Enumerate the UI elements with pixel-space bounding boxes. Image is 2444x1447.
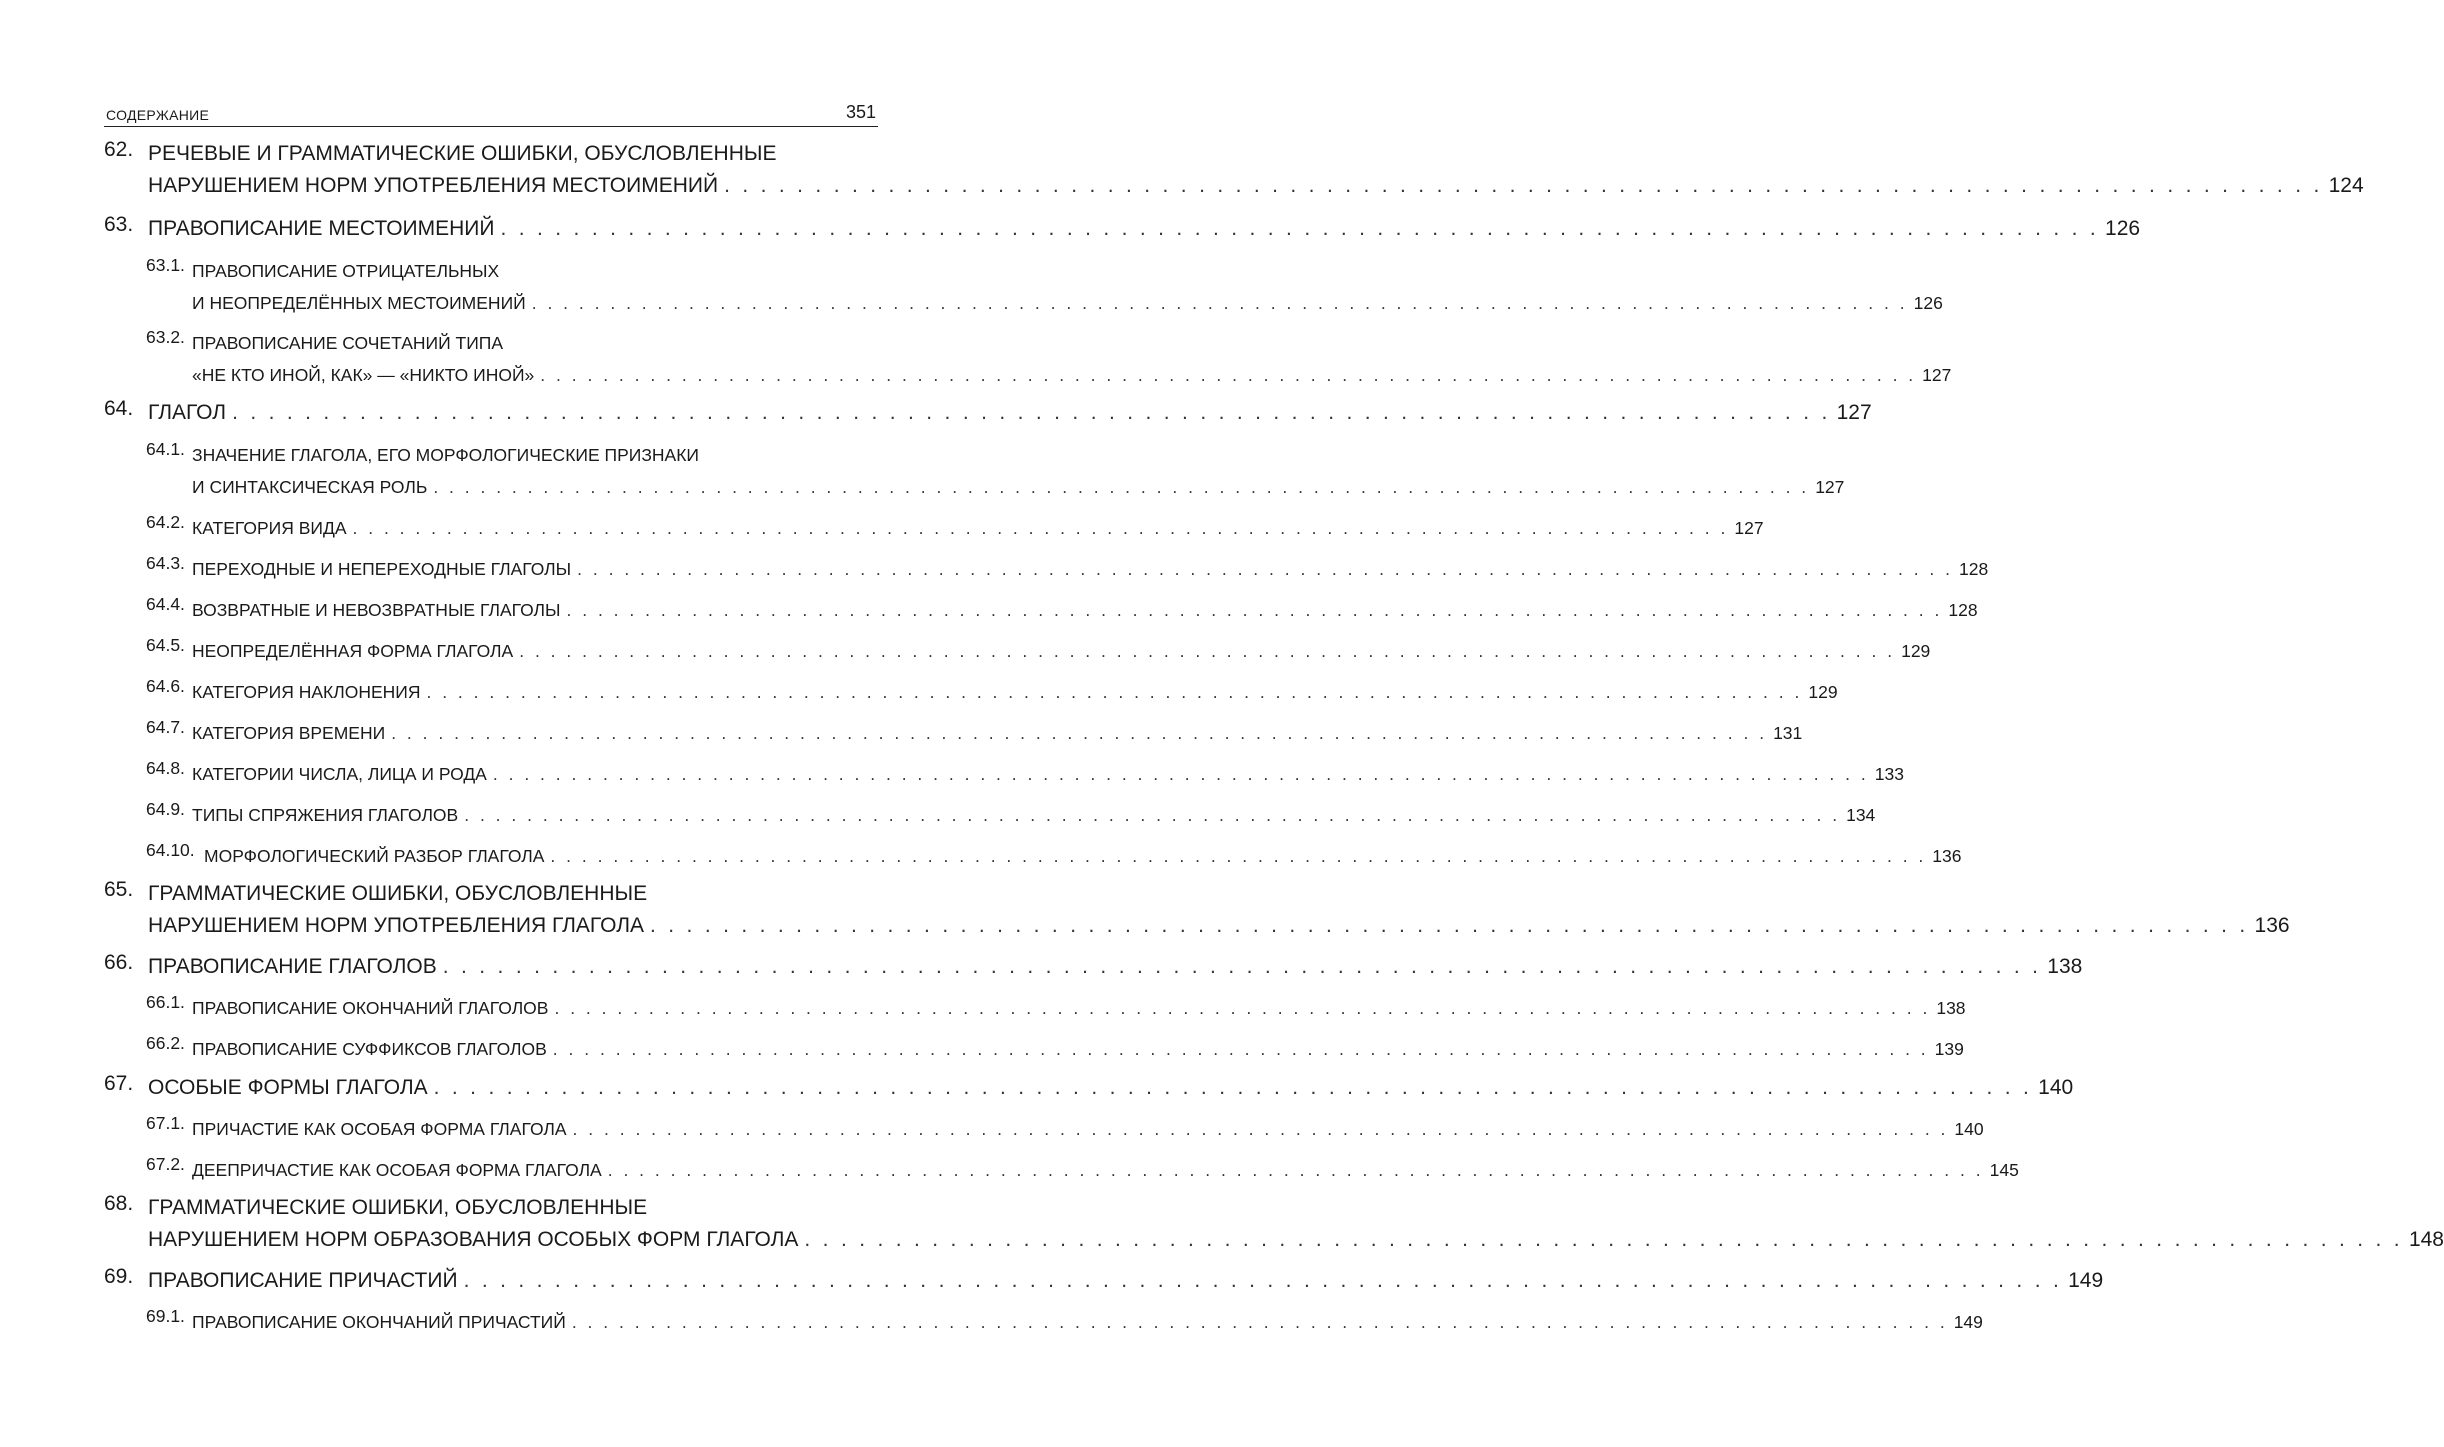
toc-entry-number: 64. [104,397,134,420]
toc-entry-title: КАТЕГОРИЯ НАКЛОНЕНИЯ [192,682,421,702]
toc-entry-page: 129 [1901,641,1931,661]
toc-entry-title-line1: ПРАВОПИСАНИЕ ОТРИЦАТЕЛЬНЫХ [192,261,500,281]
dot-leader: . . . . . . . . . . . . . . . . . . . . . . . . . . . . . . . . . . . . . . . . . . . . . . . . . . . . . . . . . . . . . . . . . . . . . . . . . . . . . . . . . . . . . . . . [463,1269,2063,1292]
toc-entry-page: 131 [1773,723,1803,743]
toc-entry-number: 67. [104,1072,134,1095]
toc-entry-page: 139 [1934,1039,1964,1059]
toc-entry-title: ПРАВОПИСАНИЕ ОКОНЧАНИЙ ПРИЧАСТИЙ [192,1312,566,1332]
dot-leader: . . . . . . . . . . . . . . . . . . . . . . . . . . . . . . . . . . . . . . . . . . . . . . . . . . . . . . . . . . . . . . . . . . . . . . . . . . . . . . . . . . . . . . . . [442,955,2042,978]
toc-entry-68[interactable] [104,1192,2444,1256]
dot-leader: . . . . . . . . . . . . . . . . . . . . . . . . . . . . . . . . . . . . . . . . . . . . . . . . . . . . . . . . . . . . . . . . . . . . . . . . . . . . . . . . . . . . . . . . [566,600,1943,620]
toc-entry-number: 64.1. [146,439,185,459]
toc-entry-number: 69.1. [146,1306,185,1326]
toc-entry-title-line2: НАРУШЕНИЕМ НОРМ УПОТРЕБЛЕНИЯ ГЛАГОЛА [148,914,645,937]
toc-entry-page: 136 [1932,846,1962,866]
toc-entry-64-3[interactable] [104,553,1989,585]
toc-entry-page: 140 [1954,1119,1984,1139]
toc-entry-title: ДЕЕПРИЧАСТИЕ КАК ОСОБАЯ ФОРМА ГЛАГОЛА [192,1160,602,1180]
toc-entry-67[interactable] [104,1072,2074,1104]
toc-entry-number: 63.2. [146,327,185,347]
dot-leader: . . . . . . . . . . . . . . . . . . . . . . . . . . . . . . . . . . . . . . . . . . . . . . . . . . . . . . . . . . . . . . . . . . . . . . . . . . . . . . . . . . . . . . . . [550,846,1927,866]
toc-entry-title-line1: ПРАВОПИСАНИЕ СОЧЕТАНИЙ ТИПА [192,333,504,353]
toc-entry-64-1[interactable] [104,439,1845,503]
toc-entry-title: КАТЕГОРИЯ ВРЕМЕНИ [192,723,386,743]
dot-leader: . . . . . . . . . . . . . . . . . . . . . . . . . . . . . . . . . . . . . . . . . . . . . . . . . . . . . . . . . . . . . . . . . . . . . . . . . . . . . . . . . . . . . . . . [352,518,1729,538]
toc-entry-69[interactable] [104,1265,2104,1297]
toc-entry-64-10[interactable] [104,840,1962,872]
toc-entry-page: 126 [2105,217,2141,240]
toc-entry-number: 67.2. [146,1154,185,1174]
toc-entry-number: 62. [104,138,134,161]
dot-leader: . . . . . . . . . . . . . . . . . . . . . . . . . . . . . . . . . . . . . . . . . . . . . . . . . . . . . . . . . . . . . . . . . . . . . . . . . . . . . . . . . . . . . . . . [724,174,2323,197]
dot-leader: . . . . . . . . . . . . . . . . . . . . . . . . . . . . . . . . . . . . . . . . . . . . . . . . . . . . . . . . . . . . . . . . . . . . . . . . . . . . . . . . . . . . . . . . [571,1312,1948,1332]
dot-leader: . . . . . . . . . . . . . . . . . . . . . . . . . . . . . . . . . . . . . . . . . . . . . . . . . . . . . . . . . . . . . . . . . . . . . . . . . . . . . . . . . . . . . . . . [531,293,1908,313]
toc-entry-number: 64.6. [146,676,185,696]
dot-leader: . . . . . . . . . . . . . . . . . . . . . . . . . . . . . . . . . . . . . . . . . . . . . . . . . . . . . . . . . . . . . . . . . . . . . . . . . . . . . . . . . . . . . . . . [391,723,1768,743]
toc-entry-title: КАТЕГОРИИ ЧИСЛА, ЛИЦА И РОДА [192,764,487,784]
toc-entry-number: 64.4. [146,594,185,614]
dot-leader: . . . . . . . . . . . . . . . . . . . . . . . . . . . . . . . . . . . . . . . . . . . . . . . . . . . . . . . . . . . . . . . . . . . . . . . . . . . . . . . . . . . . . . . . [426,682,1803,702]
toc-entry-title: ОСОБЫЕ ФОРМЫ ГЛАГОЛА [148,1076,428,1099]
toc-entry-64-9[interactable] [104,799,1876,831]
toc-entry-page: 127 [1922,365,1952,385]
toc-entry-page: 140 [2038,1076,2074,1099]
toc-entry-title: ПРАВОПИСАНИЕ ГЛАГОЛОВ [148,955,437,978]
dot-leader: . . . . . . . . . . . . . . . . . . . . . . . . . . . . . . . . . . . . . . . . . . . . . . . . . . . . . . . . . . . . . . . . . . . . . . . . . . . . . . . . . . . . . . . . [804,1228,2403,1251]
toc-entry-64-4[interactable] [104,594,1978,626]
dot-leader: . . . . . . . . . . . . . . . . . . . . . . . . . . . . . . . . . . . . . . . . . . . . . . . . . . . . . . . . . . . . . . . . . . . . . . . . . . . . . . . . . . . . . . . . [492,764,1869,784]
table-of-contents [104,137,2444,1338]
toc-entry-title: ПРАВОПИСАНИЕ МЕСТОИМЕНИЙ [148,217,495,240]
toc-entry-number: 64.7. [146,717,185,737]
toc-entry-number: 64.8. [146,758,185,778]
toc-entry-title-line2: «НЕ КТО ИНОЙ, КАК» — «НИКТО ИНОЙ» [192,365,535,385]
toc-entry-title: КАТЕГОРИЯ ВИДА [192,518,347,538]
toc-entry-number: 66. [104,951,134,974]
toc-entry-title-line1: РЕЧЕВЫЕ И ГРАММАТИЧЕСКИЕ ОШИБКИ, ОБУСЛОВЛЕННЫЕ [148,142,777,165]
toc-entry-page: 138 [2047,955,2083,978]
toc-entry-title-line2: НАРУШЕНИЕМ НОРМ УПОТРЕБЛЕНИЯ МЕСТОИМЕНИЙ [148,174,719,197]
dot-leader: . . . . . . . . . . . . . . . . . . . . . . . . . . . . . . . . . . . . . . . . . . . . . . . . . . . . . . . . . . . . . . . . . . . . . . . . . . . . . . . . . . . . . . . . [577,559,1954,579]
dot-leader: . . . . . . . . . . . . . . . . . . . . . . . . . . . . . . . . . . . . . . . . . . . . . . . . . . . . . . . . . . . . . . . . . . . . . . . . . . . . . . . . . . . . . . . . [540,365,1917,385]
toc-entry-number: 69. [104,1265,134,1288]
toc-entry-page: 138 [1936,998,1966,1018]
toc-entry-64[interactable] [104,397,1872,429]
toc-entry-64-7[interactable] [104,717,1803,749]
toc-entry-page: 128 [1948,600,1978,620]
toc-entry-66[interactable] [104,951,2083,983]
toc-entry-title: МОРФОЛОГИЧЕСКИЙ РАЗБОР ГЛАГОЛА [204,846,545,866]
toc-entry-title-line1: ГРАММАТИЧЕСКИЕ ОШИБКИ, ОБУСЛОВЛЕННЫЕ [148,1196,648,1219]
toc-entry-title: ВОЗВРАТНЫЕ И НЕВОЗВРАТНЫЕ ГЛАГОЛЫ [192,600,561,620]
toc-entry-63-2[interactable] [104,327,1952,391]
toc-entry-page: 128 [1959,559,1989,579]
toc-entry-64-6[interactable] [104,676,1838,708]
toc-entry-65[interactable] [104,878,2290,942]
toc-entry-title-line2: И СИНТАКСИЧЕСКАЯ РОЛЬ [192,477,428,497]
toc-entry-page: 124 [2328,174,2364,197]
toc-entry-title: ТИПЫ СПРЯЖЕНИЯ ГЛАГОЛОВ [192,805,459,825]
dot-leader: . . . . . . . . . . . . . . . . . . . . . . . . . . . . . . . . . . . . . . . . . . . . . . . . . . . . . . . . . . . . . . . . . . . . . . . . . . . . . . . . . . . . . . . . [552,1039,1929,1059]
toc-entry-title: ПРАВОПИСАНИЕ ПРИЧАСТИЙ [148,1269,458,1292]
toc-entry-page: 149 [2068,1269,2104,1292]
toc-entry-title-line1: ЗНАЧЕНИЕ ГЛАГОЛА, ЕГО МОРФОЛОГИЧЕСКИЕ ПРИЗНАКИ [192,445,699,465]
toc-entry-title-line2: НАРУШЕНИЕМ НОРМ ОБРАЗОВАНИЯ ОСОБЫХ ФОРМ ГЛАГОЛА [148,1228,799,1251]
toc-entry-page: 129 [1808,682,1838,702]
toc-entry-number: 67.1. [146,1113,185,1133]
toc-entry-number: 64.9. [146,799,185,819]
toc-entry-page: 127 [1734,518,1764,538]
running-header [104,99,878,127]
toc-entry-number: 63. [104,213,134,236]
toc-entry-number: 63.1. [146,255,185,275]
toc-entry-page: 136 [2254,914,2290,937]
toc-entry-title-line1: ГРАММАТИЧЕСКИЕ ОШИБКИ, ОБУСЛОВЛЕННЫЕ [148,882,648,905]
dot-leader: . . . . . . . . . . . . . . . . . . . . . . . . . . . . . . . . . . . . . . . . . . . . . . . . . . . . . . . . . . . . . . . . . . . . . . . . . . . . . . . . . . . . . . . . [232,401,1831,424]
page-number: 351 [845,102,876,122]
toc-entry-page: 127 [1836,401,1872,424]
section-title: СОДЕРЖАНИЕ [106,107,210,123]
toc-entry-title: ПРАВОПИСАНИЕ ОКОНЧАНИЙ ГЛАГОЛОВ [192,998,549,1018]
toc-entry-page: 149 [1953,1312,1983,1332]
toc-entry-67-2[interactable] [104,1154,2019,1186]
toc-entry-page: 127 [1815,477,1845,497]
toc-entry-title: ПРИЧАСТИЕ КАК ОСОБАЯ ФОРМА ГЛАГОЛА [192,1119,567,1139]
dot-leader: . . . . . . . . . . . . . . . . . . . . . . . . . . . . . . . . . . . . . . . . . . . . . . . . . . . . . . . . . . . . . . . . . . . . . . . . . . . . . . . . . . . . . . . . [464,805,1841,825]
dot-leader: . . . . . . . . . . . . . . . . . . . . . . . . . . . . . . . . . . . . . . . . . . . . . . . . . . . . . . . . . . . . . . . . . . . . . . . . . . . . . . . . . . . . . . . . [650,914,2249,937]
toc-entry-number: 66.2. [146,1033,185,1053]
toc-entry-number: 66.1. [146,992,185,1012]
toc-entry-66-1[interactable] [104,992,1966,1024]
toc-entry-page: 145 [1989,1160,2019,1180]
toc-entry-number: 68. [104,1192,134,1215]
toc-entry-number: 65. [104,878,134,901]
toc-entry-page: 133 [1874,764,1904,784]
dot-leader: . . . . . . . . . . . . . . . . . . . . . . . . . . . . . . . . . . . . . . . . . . . . . . . . . . . . . . . . . . . . . . . . . . . . . . . . . . . . . . . . . . . . . . . . [500,217,2100,240]
dot-leader: . . . . . . . . . . . . . . . . . . . . . . . . . . . . . . . . . . . . . . . . . . . . . . . . . . . . . . . . . . . . . . . . . . . . . . . . . . . . . . . . . . . . . . . . [433,477,1810,497]
toc-entry-63-1[interactable] [104,255,1943,319]
toc-entry-64-5[interactable] [104,635,1931,667]
toc-entry-63[interactable] [104,213,2141,245]
toc-entry-title: ПЕРЕХОДНЫЕ И НЕПЕРЕХОДНЫЕ ГЛАГОЛЫ [192,559,572,579]
dot-leader: . . . . . . . . . . . . . . . . . . . . . . . . . . . . . . . . . . . . . . . . . . . . . . . . . . . . . . . . . . . . . . . . . . . . . . . . . . . . . . . . . . . . . . . . [433,1076,2033,1099]
toc-entry-page: 148 [2408,1228,2444,1251]
dot-leader: . . . . . . . . . . . . . . . . . . . . . . . . . . . . . . . . . . . . . . . . . . . . . . . . . . . . . . . . . . . . . . . . . . . . . . . . . . . . . . . . . . . . . . . . [572,1119,1949,1139]
toc-entry-64-8[interactable] [104,758,1904,790]
toc-entry-62[interactable] [104,138,2364,202]
dot-leader: . . . . . . . . . . . . . . . . . . . . . . . . . . . . . . . . . . . . . . . . . . . . . . . . . . . . . . . . . . . . . . . . . . . . . . . . . . . . . . . . . . . . . . . . [554,998,1931,1018]
toc-entry-number: 64.10. [146,840,195,860]
toc-entry-64-2[interactable] [104,512,1764,544]
toc-entry-page: 134 [1846,805,1876,825]
toc-entry-67-1[interactable] [104,1113,1984,1145]
toc-entry-title: НЕОПРЕДЕЛЁННАЯ ФОРМА ГЛАГОЛА [192,641,514,661]
toc-entry-page: 126 [1913,293,1943,313]
toc-entry-66-2[interactable] [104,1033,1964,1065]
dot-leader: . . . . . . . . . . . . . . . . . . . . . . . . . . . . . . . . . . . . . . . . . . . . . . . . . . . . . . . . . . . . . . . . . . . . . . . . . . . . . . . . . . . . . . . . [607,1160,1984,1180]
toc-entry-title: ПРАВОПИСАНИЕ СУФФИКСОВ ГЛАГОЛОВ [192,1039,547,1059]
toc-entry-69-1[interactable] [104,1306,1983,1338]
toc-entry-title-line2: И НЕОПРЕДЕЛЁННЫХ МЕСТОИМЕНИЙ [192,293,526,313]
toc-entry-number: 64.2. [146,512,185,532]
toc-entry-number: 64.3. [146,553,185,573]
toc-entry-title: ГЛАГОЛ [148,401,227,424]
toc-entry-number: 64.5. [146,635,185,655]
dot-leader: . . . . . . . . . . . . . . . . . . . . . . . . . . . . . . . . . . . . . . . . . . . . . . . . . . . . . . . . . . . . . . . . . . . . . . . . . . . . . . . . . . . . . . . . [519,641,1896,661]
